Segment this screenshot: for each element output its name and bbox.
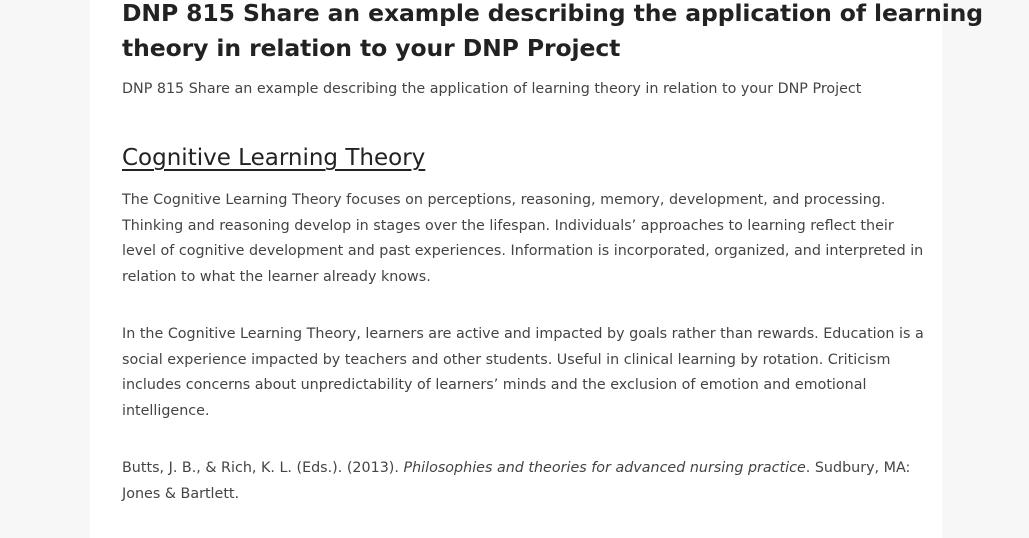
reference-publisher: . Sudbury, MA: (805, 460, 911, 476)
article-page (90, 0, 984, 538)
reference-line: Jones & Bartlett. (122, 485, 240, 502)
page-title (122, 0, 984, 66)
page-title-line: theory in relation to your DNP Project (122, 34, 621, 62)
section-heading: Cognitive Learning Theory (122, 145, 426, 171)
paragraph-line: intelligence. (122, 402, 210, 419)
paragraph-cognitive-theory-learners (122, 322, 924, 424)
paragraph-line: level of cognitive development and past experiences. Information is incorporated, organized, and interpreted in (122, 243, 924, 260)
reference-line (122, 456, 912, 482)
paragraph-line: relation to what the learner already knows. (122, 268, 431, 285)
paragraph-line: includes concerns about unpredictability of learners’ minds and the exclusion of emotion and emotional (122, 377, 867, 394)
paragraph-cognitive-theory-overview (122, 188, 924, 290)
reference-authors: Butts, J. B., & Rich, K. L. (Eds.). (2013). (122, 460, 404, 476)
article-subtitle: DNP 815 Share an example describing the application of learning theory in relation to your DNP Project (122, 81, 862, 97)
paragraph-line: The Cognitive Learning Theory focuses on perceptions, reasoning, memory, development, and processing. (122, 192, 886, 208)
page-title-line: DNP 815 Share an example describing the application of learning (122, 0, 984, 27)
reference-citation (122, 456, 912, 507)
paragraph-line: Thinking and reasoning develop in stages over the lifespan. Individuals’ approaches to learning reflect their (122, 217, 894, 234)
paragraph-line: social experience impacted by teachers and other students. Useful in clinical learning by rotation. Criticism (122, 351, 891, 368)
paragraph-line: In the Cognitive Learning Theory, learners are active and impacted by goals rather than rewards. Education is a (122, 326, 924, 342)
reference-book-title: Philosophies and theories for advanced nursing practice (403, 460, 806, 476)
